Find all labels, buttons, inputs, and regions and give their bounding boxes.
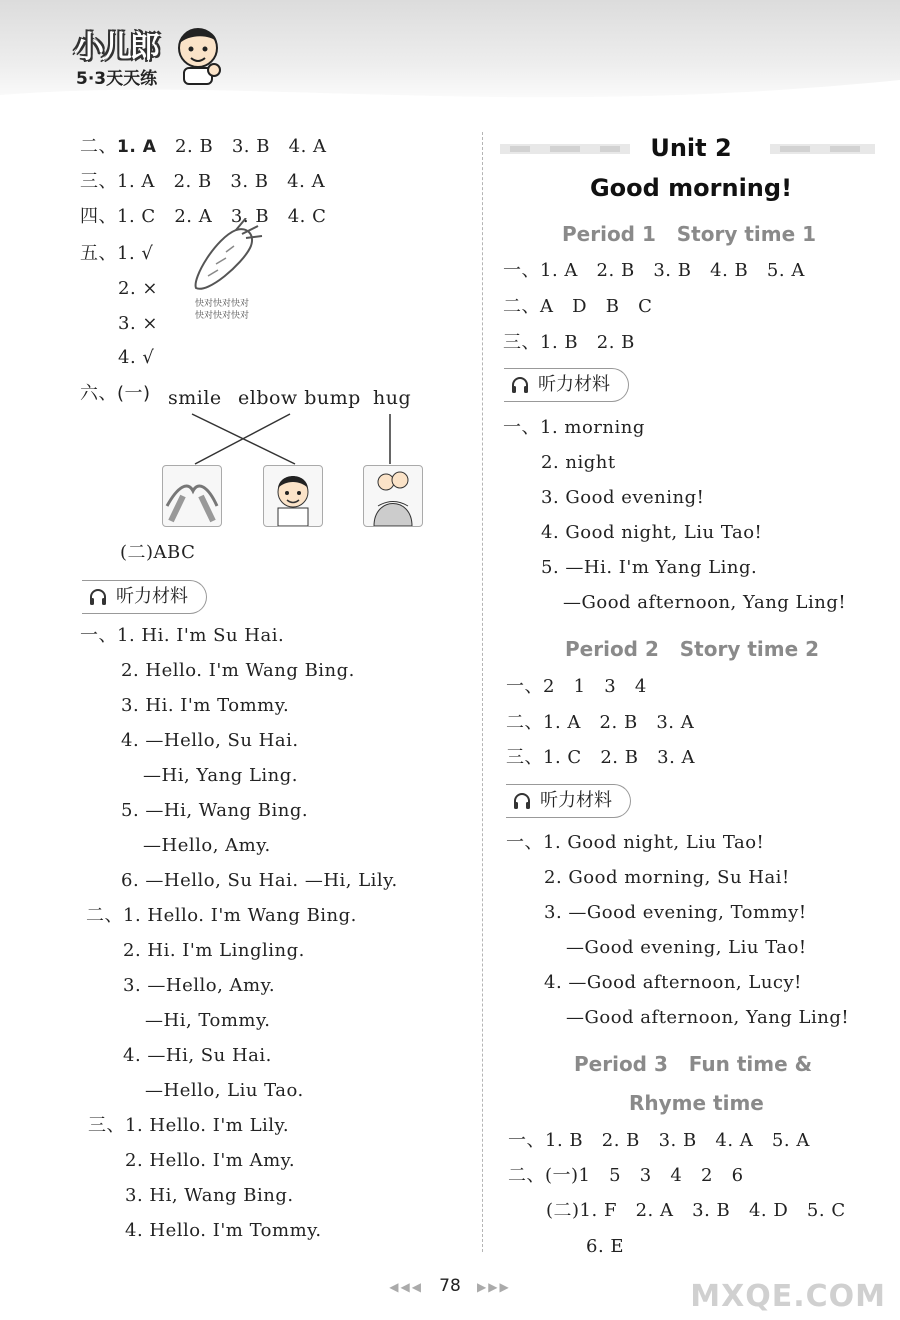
- answer-row: [506, 746, 695, 770]
- transcript-row: [506, 831, 764, 855]
- answer-row: [506, 675, 647, 699]
- transcript-row: [88, 1114, 289, 1138]
- section-number: 三、: [506, 747, 543, 768]
- section-number: 四、: [80, 206, 117, 227]
- transcript-row: [86, 904, 357, 928]
- answer: 4. A: [287, 171, 326, 192]
- transcript-line: 2. Good morning, Su Hai!: [544, 867, 790, 888]
- transcript-line: 3. Hi. I'm Tommy.: [121, 695, 290, 716]
- answer: 1. A: [117, 171, 155, 192]
- section-number: 二、: [503, 296, 540, 317]
- answer: 3. B: [231, 136, 270, 157]
- answer: 4. C: [287, 206, 327, 227]
- answers: 2 1 3 4: [543, 676, 647, 697]
- transcript-line: 1. morning: [540, 417, 645, 438]
- answer-row: [503, 331, 635, 355]
- answer: 1. A: [117, 137, 157, 157]
- transcript-line: 1. Good night, Liu Tao!: [543, 832, 765, 853]
- transcript-line: 4. Hello. I'm Tommy.: [125, 1220, 322, 1241]
- listening-material-tag: [506, 784, 631, 818]
- transcript-line: 6. —Hello, Su Hai. —Hi, Lily.: [121, 870, 398, 891]
- left-s5-row: [80, 242, 153, 266]
- section-number: 二、: [506, 712, 543, 733]
- answer: 2. B: [173, 171, 212, 192]
- answer: 1. √: [117, 243, 154, 264]
- period-1-heading: Period 1 Story time 1: [562, 222, 817, 246]
- section-number: 二、: [80, 136, 117, 157]
- answers: (一)1 5 3 4 2 6: [545, 1165, 744, 1186]
- transcript-line: 2. Hi. I'm Lingling.: [123, 940, 305, 961]
- answers: 1. B 2. B 3. B 4. A 5. A: [545, 1130, 810, 1151]
- section-number: 一、: [503, 260, 540, 281]
- section-number: 一、: [503, 417, 540, 438]
- listening-material-label: 听力材料: [540, 790, 612, 811]
- transcript-line: 2. night: [541, 452, 616, 473]
- transcript-line: —Hello, Amy.: [143, 835, 271, 856]
- headphones-icon: [512, 791, 532, 811]
- word-elbow-bump: elbow bump: [238, 387, 361, 409]
- answer: 4. A: [288, 136, 327, 157]
- carrot-icon: [186, 218, 266, 300]
- transcript-line: 4. —Hello, Su Hai.: [121, 730, 299, 751]
- answers: 1. C 2. B 3. A: [543, 747, 696, 768]
- mascot-icon: [170, 22, 226, 86]
- left-s6-row: [80, 382, 151, 406]
- watermark: MXQE.COM: [690, 1279, 886, 1314]
- transcript-line: —Good evening, Liu Tao!: [566, 937, 807, 958]
- unit-number: Unit 2: [650, 134, 732, 162]
- part-2-answer: (二)ABC: [120, 542, 196, 563]
- smile-boy-picture: [263, 465, 323, 527]
- answer: 3. B: [230, 171, 269, 192]
- word-hug: hug: [373, 387, 412, 409]
- left-arrows-icon: ◀◀◀: [389, 1280, 423, 1294]
- transcript-line: —Good afternoon, Yang Ling!: [566, 1007, 850, 1028]
- transcript-line: —Hi, Yang Ling.: [143, 765, 298, 786]
- period-2-heading: Period 2 Story time 2: [565, 637, 820, 661]
- transcript-line: 4. —Good afternoon, Lucy!: [544, 972, 802, 993]
- answer-row: [506, 711, 694, 735]
- listening-material-label: 听力材料: [538, 374, 610, 395]
- transcript-line: 4. —Hi, Su Hai.: [123, 1045, 272, 1066]
- section-number: 二、: [508, 1165, 545, 1186]
- logo-subtitle: 5·3天天练: [76, 69, 158, 89]
- right-arrows-icon: ▶▶▶: [477, 1280, 511, 1294]
- section-number: 一、: [506, 676, 543, 697]
- answers: 1. A 2. B 3. B 4. B 5. A: [540, 260, 805, 281]
- answers: 1. A 2. B 3. A: [543, 712, 695, 733]
- listening-material-label: 听力材料: [116, 586, 188, 607]
- section-number: 一、: [506, 832, 543, 853]
- answer-row: [503, 259, 805, 283]
- section-number: 五、: [80, 243, 117, 264]
- page-number: 78: [439, 1276, 461, 1296]
- matching-lines: [150, 410, 430, 470]
- transcript-line: 3. —Good evening, Tommy!: [544, 902, 807, 923]
- section-number: 六、: [80, 383, 117, 404]
- transcript-line: —Hi, Tommy.: [145, 1010, 271, 1031]
- period-3-heading: Period 3 Fun time &: [574, 1052, 813, 1076]
- period-3-heading-line-2: Rhyme time: [629, 1091, 764, 1115]
- section-number: 一、: [80, 625, 117, 646]
- answers: 1. B 2. B: [540, 332, 635, 353]
- section-number: 三、: [80, 171, 117, 192]
- transcript-line: 5. —Hi. I'm Yang Ling.: [541, 557, 758, 578]
- answer-row: [503, 295, 652, 319]
- transcript-line: 1. Hello. I'm Wang Bing.: [123, 905, 357, 926]
- elbow-bump-picture: [162, 465, 222, 527]
- answer: 1. C: [117, 206, 156, 227]
- answer: 2. A: [174, 206, 213, 227]
- answer: 3. ×: [118, 313, 158, 334]
- brand-logo: [70, 22, 230, 92]
- section-number: 三、: [88, 1115, 125, 1136]
- transcript-line: 1. Hello. I'm Lily.: [125, 1115, 290, 1136]
- transcript-row: [503, 416, 645, 440]
- transcript-line: 4. Good night, Liu Tao!: [541, 522, 763, 543]
- word-smile: smile: [168, 387, 222, 409]
- section-number: 三、: [503, 332, 540, 353]
- answer: 2. B: [175, 136, 214, 157]
- transcript-line: 3. Hi, Wang Bing.: [125, 1185, 294, 1206]
- answer-row: [508, 1129, 810, 1153]
- transcript-line: —Good afternoon, Yang Ling!: [563, 592, 847, 613]
- unit-title: Good morning!: [589, 174, 793, 202]
- answers: (二)1. F 2. A 3. B 4. D 5. C: [546, 1200, 846, 1221]
- transcript-line: 3. Good evening!: [541, 487, 705, 508]
- left-s2-row: [80, 135, 327, 159]
- logo-title: 小儿郎: [74, 30, 158, 65]
- answer-row: [508, 1164, 744, 1188]
- part-label: (一): [117, 383, 151, 404]
- answer: 3. B: [230, 206, 270, 227]
- transcript-line: 3. —Hello, Amy.: [123, 975, 276, 996]
- hug-picture: [363, 465, 423, 527]
- transcript-line: —Hello, Liu Tao.: [145, 1080, 304, 1101]
- carrot-caption: 快对快对快对 快对快对快对: [195, 299, 250, 321]
- section-number: 二、: [86, 905, 123, 926]
- headphones-icon: [88, 587, 108, 607]
- transcript-row: [80, 624, 284, 648]
- left-s3-row: [80, 170, 325, 194]
- section-number: 一、: [508, 1130, 545, 1151]
- transcript-line: 2. Hello. I'm Amy.: [125, 1150, 296, 1171]
- answers: 6. E: [586, 1236, 625, 1257]
- answer: 2. ×: [118, 278, 158, 299]
- transcript-line: 5. —Hi, Wang Bing.: [121, 800, 309, 821]
- transcript-line: 2. Hello. I'm Wang Bing.: [121, 660, 355, 681]
- column-divider: [482, 132, 483, 1252]
- answer: 4. √: [118, 347, 155, 368]
- listening-material-tag: [504, 368, 629, 402]
- headphones-icon: [510, 375, 530, 395]
- transcript-line: 1. Hi. I'm Su Hai.: [117, 625, 285, 646]
- listening-material-tag: [82, 580, 207, 614]
- answers: A D B C: [540, 296, 653, 317]
